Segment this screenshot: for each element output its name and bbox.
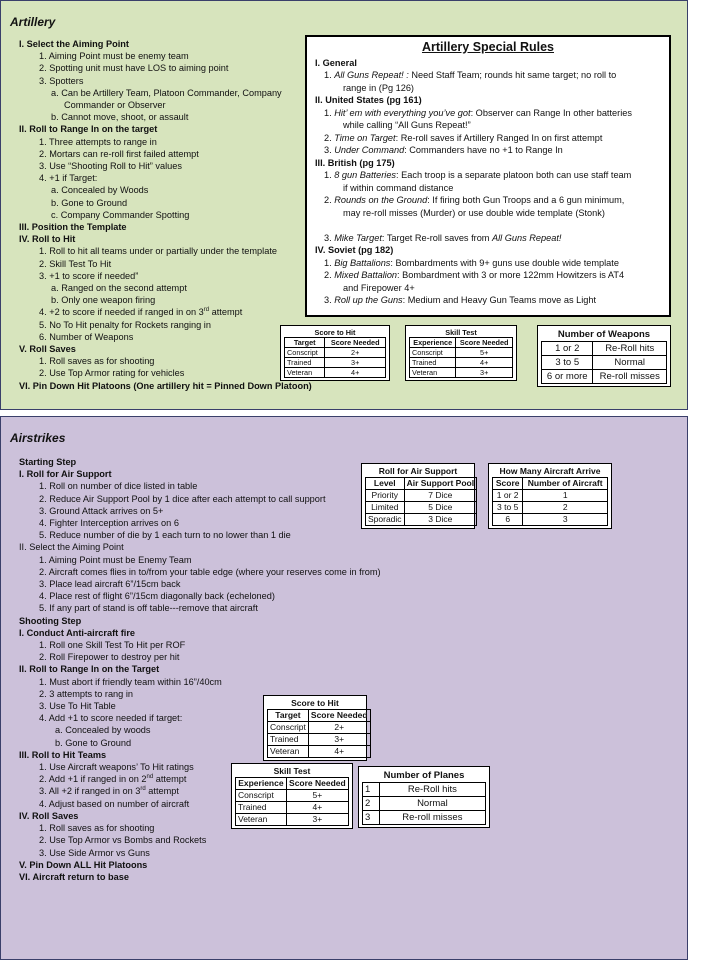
outline-item: 1. Roll one Skill Test To Hit per ROF [39, 640, 186, 651]
table-cell: 3+ [308, 734, 370, 746]
outline-item: 4. Fighter Interception arrives on 6 [39, 518, 179, 529]
special-rule: 1. All Guns Repeat! : Need Staff Team; rounds hit same target; no roll to [324, 70, 617, 80]
table-cell: 3 [523, 514, 608, 526]
table-header-row [285, 338, 386, 348]
outline-item: 6. Number of Weapons [39, 331, 134, 342]
artillery-panel [0, 0, 688, 410]
table-header-cell: Score Needed [325, 338, 386, 348]
table-cell: Trained [236, 802, 287, 814]
table-cell: 1 or 2 [493, 490, 523, 502]
table-cell: 3 Dice [404, 514, 477, 526]
outline-item: a. Ranged on the second attempt [51, 283, 187, 294]
rule-name: Mike Target [334, 232, 382, 243]
table-cell: 1 [363, 783, 380, 797]
number-of-weapons-table [537, 325, 671, 387]
outline-item: 4. Place rest of flight 6”/15cm diagonally back (echeloned) [39, 591, 275, 602]
table-cell: Trained [285, 358, 325, 368]
outline-item: b. Cannot move, shoot, or assault [51, 112, 189, 123]
table-cell: 6 or more [542, 370, 593, 384]
outline-item: 2. Spotting unit must have LOS to aiming point [39, 63, 229, 74]
table-cell: Priority [366, 490, 405, 502]
special-rule-continuation: while calling “All Guns Repeat!” [343, 120, 471, 130]
table-cell: 2+ [308, 722, 370, 734]
artillery-title: Artillery [10, 15, 56, 29]
table-grid [267, 709, 371, 758]
table-header-cell: Score Needed [456, 338, 513, 348]
table-cell: 3 to 5 [542, 356, 593, 370]
table-cell: 2+ [325, 348, 386, 358]
table-row [493, 514, 608, 526]
artillery-skill-test-table [405, 325, 517, 381]
table-header-cell: Score [493, 478, 523, 490]
outline-item: I. Select the Aiming Point [19, 39, 129, 49]
outline-item: I. Conduct Anti-aircraft fire [19, 627, 136, 638]
table-row [410, 358, 513, 368]
table-cell: 5+ [456, 348, 513, 358]
table-cell: 5 Dice [404, 502, 477, 514]
table-header-cell: Score Needed [286, 778, 348, 790]
special-rule: 3. Mike Target: Target Re-roll saves from All Guns Repeat! [324, 232, 562, 243]
table-cell: Conscript [285, 348, 325, 358]
table-header-row [366, 478, 477, 490]
table-grid [362, 782, 486, 825]
table-title: Skill Test [273, 766, 311, 776]
special-rule: 2. Time on Target: Re-roll saves if Artillery Ranged In on first attempt [324, 132, 603, 143]
outline-item: a. Concealed by woods [55, 725, 151, 736]
outline-item: a. Concealed by Woods [51, 185, 149, 196]
rule-name: Mixed Battalion [334, 270, 398, 280]
outline-item: VI. Aircraft return to base [19, 871, 129, 882]
table-row [285, 348, 386, 358]
table-header-row [236, 778, 349, 790]
table-cell: Re-roll misses [379, 811, 485, 825]
outline-item: b. Gone to Ground [51, 197, 128, 208]
table-row [268, 746, 371, 758]
outline-item: 5. No To Hit penalty for Rockets ranging in [39, 319, 211, 330]
outline-item: 1. Use Aircraft weapons’ To Hit ratings [39, 762, 194, 773]
table-cell: Normal [379, 797, 485, 811]
outline-item: 2. 3 attempts to rang in [39, 688, 133, 699]
outline-item: 2. Roll Firepower to destroy per hit [39, 652, 180, 663]
special-rule: 1. Hit’ em with everything you’ve got: Observer can Range In other batteries [324, 107, 632, 118]
outline-item: 3. Place lead aircraft 6”/15cm back [39, 579, 181, 590]
table-cell: Re-Roll hits [593, 342, 667, 356]
table-cell: 4+ [456, 358, 513, 368]
table-title: Number of Planes [383, 770, 465, 781]
special-rule: 3. Roll up the Guns: Medium and Heavy Gun Teams move as Light [324, 295, 597, 305]
table-cell: 2 [363, 797, 380, 811]
outline-item: 1. Roll to hit all teams under or partially under the template [39, 246, 277, 257]
outline-item: VI. Pin Down Hit Platoons (One artillery hit = Pinned Down Platoon) [19, 380, 312, 391]
table-cell: Re-roll misses [593, 370, 667, 384]
rule-name: Rounds on the Ground [334, 195, 428, 205]
table-cell: Sporadic [366, 514, 405, 526]
outline-item: 4. +1 if Target: [39, 173, 98, 184]
table-header-cell: Experience [410, 338, 456, 348]
table-cell: Veteran [285, 368, 325, 378]
table-row [542, 356, 667, 370]
rule-name: Under Command [334, 145, 405, 155]
special-rule-continuation: may re-roll misses (Murder) or use double wide template (Stonk) [343, 207, 605, 218]
special-rule-continuation: and Firepower 4+ [343, 282, 415, 293]
table-cell: Limited [366, 502, 405, 514]
table-row [542, 342, 667, 356]
special-rules-list [315, 57, 661, 307]
outline-item: 2. Skill Test To Hit [39, 258, 112, 269]
rule-name: 8 gun Batteries [334, 170, 397, 180]
special-rules-title: Artillery Special Rules [421, 40, 554, 54]
table-row [493, 490, 608, 502]
outline-item: V. Pin Down ALL Hit Platoons [19, 859, 148, 870]
table-grid [284, 337, 386, 378]
table-title: Score to Hit [314, 328, 356, 337]
special-rule: 3. Under Command: Commanders have no +1 to Range In [324, 145, 563, 155]
table-row [285, 358, 386, 368]
table-row [366, 514, 477, 526]
outline-item: 3. Use To Hit Table [39, 701, 116, 712]
table-cell: 4+ [308, 746, 370, 758]
table-cell: Veteran [236, 814, 287, 826]
table-title: How Many Aircraft Arrive [499, 466, 601, 476]
table-header-row [410, 338, 513, 348]
artillery-special-rules-box [305, 35, 671, 317]
outline-item: II. Roll to Range In on the target [19, 124, 158, 135]
table-grid [365, 477, 477, 526]
outline-item: III. Position the Template [19, 222, 127, 233]
table-cell: Trained [268, 734, 309, 746]
table-grid [541, 341, 667, 384]
outline-item: II. Roll to Range In on the Target [19, 664, 160, 675]
table-header-cell: Target [268, 710, 309, 722]
outline-item: 2. Use Top Armor rating for vehicles [39, 368, 185, 379]
outline-item: 4. +2 to score if needed if ranged in on 3rd attempt [39, 307, 243, 318]
table-grid [492, 477, 608, 526]
table-title: Number of Weapons [557, 329, 651, 340]
table-header-cell: Number of Aircraft [523, 478, 608, 490]
airstrike-skill-test-table [231, 763, 353, 829]
rule-name: Hit’ em with everything you’ve got [334, 107, 471, 118]
table-title: Score to Hit [291, 698, 339, 708]
outline-item: 3. Use Side Armor vs Guns [39, 847, 150, 858]
table-row [363, 811, 486, 825]
table-cell: Conscript [410, 348, 456, 358]
table-cell: Conscript [236, 790, 287, 802]
table-cell: 7 Dice [404, 490, 477, 502]
table-cell: Conscript [268, 722, 309, 734]
table-header-cell: Air Support Pool [404, 478, 477, 490]
table-row [285, 368, 386, 378]
table-row [366, 490, 477, 502]
special-rule: 1. Big Battalions: Bombardments with 9+ guns use double wide template [324, 257, 619, 268]
special-rule: 1. 8 gun Batteries: Each troop is a separate platoon both can use staff team [324, 170, 632, 180]
artillery-score-to-hit-table [280, 325, 390, 381]
airstrikes-panel [0, 416, 688, 960]
table-row [363, 797, 486, 811]
table-cell: 5+ [286, 790, 348, 802]
table-header-cell: Target [285, 338, 325, 348]
table-cell: Normal [593, 356, 667, 370]
table-header-cell: Score Needed [308, 710, 370, 722]
outline-item: 1. Aiming Point must be enemy team [39, 51, 189, 62]
table-header-cell: Experience [236, 778, 287, 790]
outline-item: 1. Roll saves as for shooting [39, 823, 155, 834]
table-title: Skill Test [445, 328, 477, 337]
table-cell: 4+ [325, 368, 386, 378]
table-cell: 3+ [456, 368, 513, 378]
outline-item: 1. Three attempts to range in [39, 136, 157, 147]
outline-item: 5. Reduce number of die by 1 each turn to no lower than 1 die [39, 530, 291, 541]
table-cell: 4+ [286, 802, 348, 814]
outline-item: 2. Use Top Armor vs Bombs and Rockets [39, 835, 207, 846]
airstrikes-title: Airstrikes [10, 431, 66, 445]
artillery-outline [19, 38, 312, 392]
table-header-cell: Level [366, 478, 405, 490]
table-cell: 3 [363, 811, 380, 825]
outline-item: IV. Roll to Hit [19, 234, 76, 245]
table-row [236, 802, 349, 814]
table-row [236, 790, 349, 802]
special-rule-heading: IV. Soviet (pg 182) [315, 245, 394, 255]
special-rule-heading: II. United States (pg 161) [315, 95, 422, 105]
special-rule: 2. Mixed Battalion: Bombardment with 3 or more 122mm Howitzers is AT4 [324, 270, 625, 280]
outline-item: IV. Roll Saves [19, 810, 79, 821]
special-rule-heading: III. British (pg 175) [315, 157, 395, 168]
rule-name: Time on Target [334, 132, 396, 143]
number-of-planes-table [358, 766, 490, 828]
outline-item: b. Only one weapon firing [51, 295, 156, 306]
aircraft-arrive-table [488, 463, 612, 529]
outline-item: 2. Reduce Air Support Pool by 1 dice after each attempt to call support [39, 493, 326, 504]
table-header-row [493, 478, 608, 490]
outline-item: I. Roll for Air Support [19, 469, 112, 480]
rule-name: All Guns Repeat! : [334, 70, 409, 80]
rule-name: Roll up the Guns [334, 295, 403, 305]
table-grid [409, 337, 513, 378]
table-cell: 6 [493, 514, 523, 526]
outline-item: V. Roll Saves [19, 344, 76, 355]
outline-item: 2. Mortars can re-roll first failed attempt [39, 148, 199, 159]
outline-item: 4. Adjust based on number of aircraft [39, 798, 190, 809]
table-row [410, 368, 513, 378]
table-row [363, 783, 486, 797]
outline-item: 2. Aircraft comes flies in to/from your table edge (where your reserves come in from) [39, 566, 381, 577]
table-row [410, 348, 513, 358]
table-header-row [268, 710, 371, 722]
outline-item: c. Company Commander Spotting [51, 209, 190, 220]
table-cell: Re-Roll hits [379, 783, 485, 797]
table-row [493, 502, 608, 514]
outline-item: 3. Ground Attack arrives on 5+ [39, 505, 164, 516]
airstrike-score-to-hit-table [263, 695, 367, 761]
outline-item: 3. Spotters [39, 75, 84, 86]
table-cell: 2 [523, 502, 608, 514]
rule-name: All Guns Repeat! [492, 232, 562, 243]
table-cell: Veteran [268, 746, 309, 758]
outline-item: 1. Roll saves as for shooting [39, 356, 155, 367]
outline-item: Shooting Step [19, 615, 82, 626]
spacer [315, 219, 661, 232]
outline-item: II. Select the Aiming Point [19, 542, 124, 553]
outline-item: 3. Use “Shooting Roll to Hit” values [39, 161, 182, 172]
rule-name: Big Battalions [334, 257, 391, 268]
table-row [542, 370, 667, 384]
outline-item: III. Roll to Hit Teams [19, 749, 107, 760]
outline-item: a. Can be Artillery Team, Platoon Commander, Company [51, 87, 282, 98]
table-row [268, 734, 371, 746]
outline-item: Commander or Observer [64, 100, 166, 111]
table-cell: Veteran [410, 368, 456, 378]
table-cell: 1 or 2 [542, 342, 593, 356]
outline-item: 3. +1 to score if needed” [39, 270, 139, 281]
special-rule-continuation: range in (Pg 126) [343, 82, 414, 93]
table-title: Roll for Air Support [378, 466, 458, 476]
table-row [268, 722, 371, 734]
outline-item: 1. Roll on number of dice listed in table [39, 481, 198, 492]
table-cell: 1 [523, 490, 608, 502]
table-grid [235, 777, 349, 826]
table-row [366, 502, 477, 514]
special-rule-heading: I. General [315, 57, 357, 68]
table-cell: Trained [410, 358, 456, 368]
table-cell: 3+ [286, 814, 348, 826]
outline-item: 3. All +2 if ranged in on 3rd attempt [39, 786, 179, 797]
table-row [236, 814, 349, 826]
special-rule-continuation: if within command distance [343, 182, 454, 193]
outline-item: b. Gone to Ground [55, 737, 132, 748]
special-rule: 2. Rounds on the Ground: If firing both Gun Troops and a 6 gun minimum, [324, 195, 625, 205]
outline-item: 4. Add +1 to score needed if target: [39, 713, 183, 724]
outline-item: 2. Add +1 if ranged in on 2nd attempt [39, 774, 187, 785]
air-support-table [361, 463, 475, 529]
outline-item: 5. If any part of stand is off table---remove that aircraft [39, 603, 258, 614]
outline-item: 1. Aiming Point must be Enemy Team [39, 554, 192, 565]
table-cell: 3+ [325, 358, 386, 368]
outline-item: Starting Step [19, 457, 77, 467]
table-cell: 3 to 5 [493, 502, 523, 514]
outline-item: 1. Must abort if friendly team within 16”/40cm [39, 676, 222, 687]
